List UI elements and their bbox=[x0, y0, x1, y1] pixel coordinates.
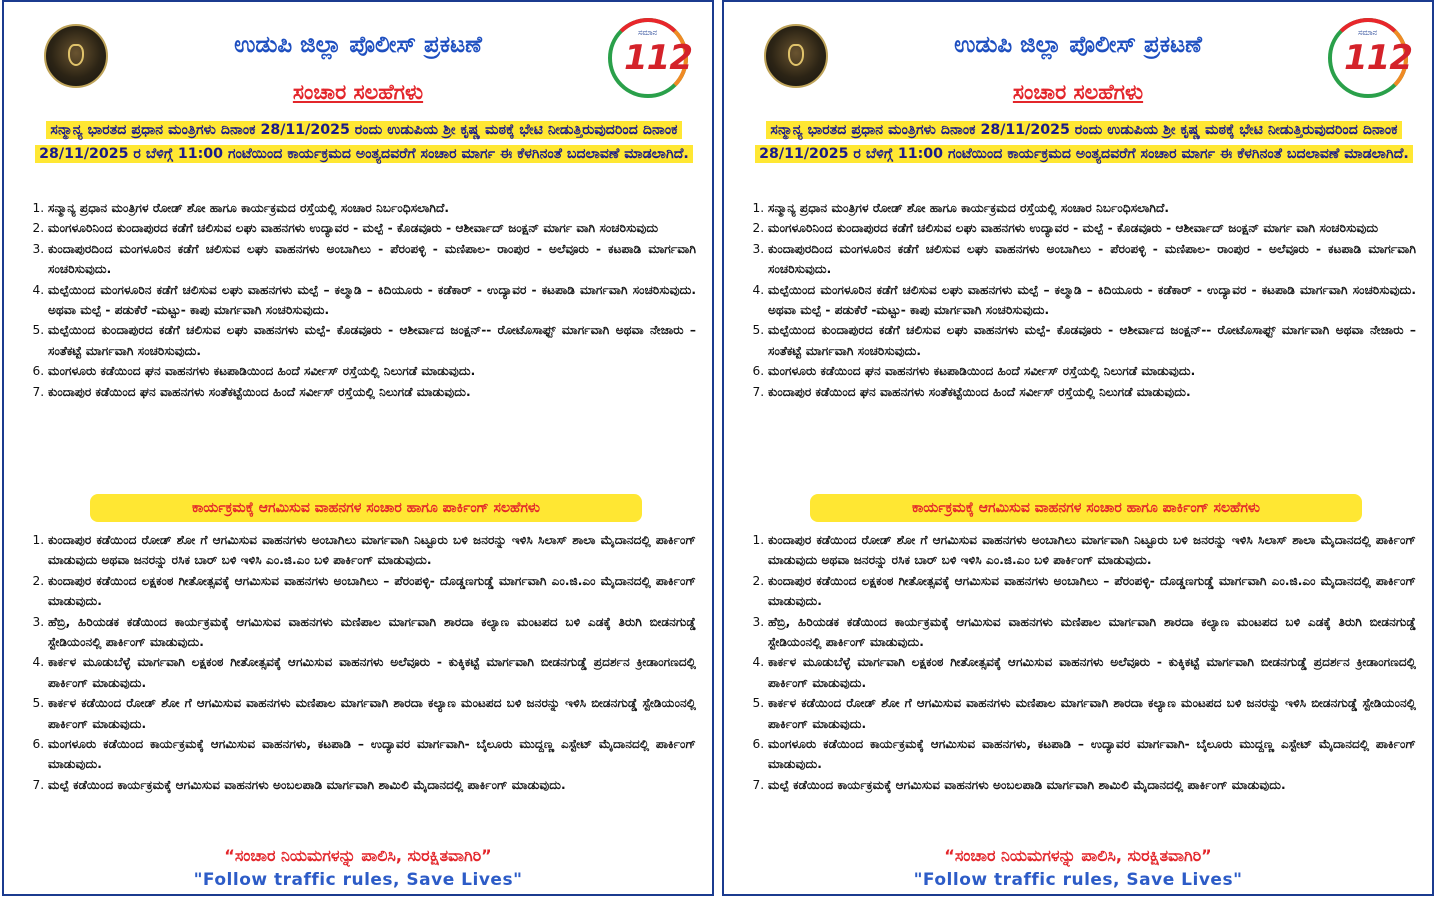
list-item: 5. ಕಾರ್ಕಳ ಕಡೆಯಿಂದ ರೋಡ್ ಶೋ ಗೆ ಆಗಮಿಸುವ ವಾಹನಗಳು ಮಣಿಪಾಲ ಮಾರ್ಗವಾಗಿ ಶಾರದಾ ಕಲ್ಯಾಣ ಮಂಟಪದ ಬಳಿ ಜನರನ್ನು ಇಳಿಸಿ ಬೀಡನಗುಡ್ಡೆ ಸ್ಟೇಡಿಯಂನಲ್ಲಿ ಪಾರ್ಕಿಂಗ್ ಮಾಡುವುದು. bbox=[48, 693, 712, 734]
footer-slogan-english: "Follow traffic rules, Save Lives" bbox=[913, 870, 1243, 890]
footer-slogan-kannada: “ಸಂಚಾರ ನಿಯಮಗಳನ್ನು ಪಾಲಿಸಿ, ಸುರಕ್ಷಿತವಾಗಿರಿ” bbox=[224, 846, 492, 865]
list-item: 7. ಮಲ್ಪೆ ಕಡೆಯಿಂದ ಕಾರ್ಯಕ್ರಮಕ್ಕೆ ಆಗಮಿಸುವ ವಾಹನಗಳು ಅಂಬಲಪಾಡಿ ಮಾರ್ಗವಾಗಿ ಶಾಮಿಲಿ ಮೈದಾನದಲ್ಲಿ ಪಾರ್ಕಿಂಗ್ ಮಾಡುವುದು. bbox=[48, 775, 712, 795]
list-item: 3. ಹೆಬ್ರಿ, ಹಿರಿಯಡಕ ಕಡೆಯಿಂದ ಕಾರ್ಯಕ್ರಮಕ್ಕೆ ಆಗಮಿಸುವ ವಾಹನಗಳು ಮಣಿಪಾಲ ಮಾರ್ಗವಾಗಿ ಶಾರದಾ ಕಲ್ಯಾಣ ಮಂಟಪದ ಬಳಿ ಎಡಕ್ಕೆ ತಿರುಗಿ ಬೀಡನಗುಡ್ಡೆ ಸ್ಟೇಡಿಯಂನಲ್ಲಿ ಪಾರ್ಕಿಂಗ್ ಮಾಡುವುದು. bbox=[768, 612, 1432, 653]
list-item: 6. ಮಂಗಳೂರು ಕಡೆಯಿಂದ ಕಾರ್ಯಕ್ರಮಕ್ಕೆ ಆಗಮಿಸುವ ವಾಹನಗಳು, ಕಟಪಾಡಿ – ಉದ್ಯಾವರ ಮಾರ್ಗವಾಗಿ- ಬೈಲೂರು ಮುದ್ದಣ್ಣ ಎಸ್ಟೇಟ್ ಮೈದಾನದಲ್ಲಿ ಪಾರ್ಕಿಂಗ್ ಮಾಡುವುದು. bbox=[768, 734, 1432, 775]
list-item: 4. ಮಲ್ಪೆಯಿಂದ ಮಂಗಳೂರಿನ ಕಡೆಗೆ ಚಲಿಸುವ ಲಘು ವಾಹನಗಳು ಮಲ್ಪೆ – ಕಲ್ಮಾಡಿ – ಕಿದಿಯೂರು - ಕಡೆಕಾರ್ - ಉದ್ಯಾವರ - ಕಟಪಾಡಿ ಮಾರ್ಗವಾಗಿ ಸಂಚರಿಸುವುದು. ಅಥವಾ ಮಲ್ಪೆ - ಪಡುಕೆರೆ -ಮಟ್ಟು- ಕಾಪು ಮಾರ್ಗವಾಗಿ ಸಂಚರಿಸುವುದು. bbox=[48, 280, 712, 321]
emergency-112-logo: ಸಮಾನ 112 bbox=[608, 18, 688, 98]
list-item: 3. ಕುಂದಾಪುರದಿಂದ ಮಂಗಳೂರಿನ ಕಡೆಗೆ ಚಲಿಸುವ ಲಘು ವಾಹನಗಳು ಅಂಬಾಗಿಲು - ಪೆರಂಪಳ್ಳಿ - ಮಣಿಪಾಲ- ರಾಂಪುರ - ಅಲೆವೂರು - ಕಟಪಾಡಿ ಮಾರ್ಗವಾಗಿ ಸಂಚರಿಸುವುದು. bbox=[48, 239, 712, 280]
list-item: 7. ಕುಂದಾಪುರ ಕಡೆಯಿಂದ ಘನ ವಾಹನಗಳು ಸಂತೆಕಟ್ಟೆಯಿಂದ ಹಿಂದೆ ಸರ್ವೀಸ್ ರಸ್ತೆಯಲ್ಲಿ ನಿಲುಗಡೆ ಮಾಡುವುದು. bbox=[768, 382, 1432, 402]
parking-list bbox=[740, 530, 1432, 795]
list-item: 2. ಮಂಗಳೂರಿನಿಂದ ಕುಂದಾಪುರದ ಕಡೆಗೆ ಚಲಿಸುವ ಲಘು ವಾಹನಗಳು ಉದ್ಯಾವರ - ಮಲ್ಪೆ - ಕೊಡವೂರು - ಆಶೀರ್ವಾದ್ ಜಂಕ್ಷನ್ ಮಾರ್ಗ ವಾಗಿ ಸಂಚರಿಸುವುದು bbox=[48, 218, 712, 238]
list-item: 7. ಕುಂದಾಪುರ ಕಡೆಯಿಂದ ಘನ ವಾಹನಗಳು ಸಂತೆಕಟ್ಟೆಯಿಂದ ಹಿಂದೆ ಸರ್ವೀಸ್ ರಸ್ತೆಯಲ್ಲಿ ನಿಲುಗಡೆ ಮಾಡುವುದು. bbox=[48, 382, 712, 402]
diversion-list bbox=[740, 198, 1432, 402]
notice-subtitle: ಸಂಚಾರ ಸಲಹೆಗಳು bbox=[292, 80, 424, 104]
list-item: 5. ಮಲ್ಪೆಯಿಂದ ಕುಂದಾಪುರದ ಕಡೆಗೆ ಚಲಿಸುವ ಲಘು ವಾಹನಗಳು ಮಲ್ಪೆ- ಕೊಡವೂರು - ಆಶೀರ್ವಾದ ಜಂಕ್ಷನ್-- ರೋಟೊಸಾಫ್ಟ್ ಮಾರ್ಗವಾಗಿ ಅಥವಾ ನೇಜಾರು – ಸಂತೆಕಟ್ಟೆ ಮಾರ್ಗವಾಗಿ ಸಂಚರಿಸುವುದು. bbox=[768, 320, 1432, 361]
notice-panel-right bbox=[722, 0, 1434, 896]
footer-slogan-english: "Follow traffic rules, Save Lives" bbox=[193, 870, 523, 890]
notice-subtitle: ಸಂಚಾರ ಸಲಹೆಗಳು bbox=[1012, 80, 1144, 104]
list-item: 3. ಕುಂದಾಪುರದಿಂದ ಮಂಗಳೂರಿನ ಕಡೆಗೆ ಚಲಿಸುವ ಲಘು ವಾಹನಗಳು ಅಂಬಾಗಿಲು - ಪೆರಂಪಳ್ಳಿ - ಮಣಿಪಾಲ- ರಾಂಪುರ - ಅಲೆವೂರು - ಕಟಪಾಡಿ ಮಾರ್ಗವಾಗಿ ಸಂಚರಿಸುವುದು. bbox=[768, 239, 1432, 280]
footer-slogan-kannada: “ಸಂಚಾರ ನಿಯಮಗಳನ್ನು ಪಾಲಿಸಿ, ಸುರಕ್ಷಿತವಾಗಿರಿ” bbox=[944, 846, 1212, 865]
list-item: 6. ಮಂಗಳೂರು ಕಡೆಯಿಂದ ಘನ ವಾಹನಗಳು ಕಟಪಾಡಿಯಿಂದ ಹಿಂದೆ ಸರ್ವೀಸ್ ರಸ್ತೆಯಲ್ಲಿ ನಿಲುಗಡೆ ಮಾಡುವುದು. bbox=[48, 361, 712, 381]
list-item: 6. ಮಂಗಳೂರು ಕಡೆಯಿಂದ ಘನ ವಾಹನಗಳು ಕಟಪಾಡಿಯಿಂದ ಹಿಂದೆ ಸರ್ವೀಸ್ ರಸ್ತೆಯಲ್ಲಿ ನಿಲುಗಡೆ ಮಾಡುವುದು. bbox=[768, 361, 1432, 381]
list-item: 1. ಸನ್ಮಾನ್ಯ ಪ್ರಧಾನ ಮಂತ್ರಿಗಳ ರೋಡ್ ಶೋ ಹಾಗೂ ಕಾರ್ಯಕ್ರಮದ ರಸ್ತೆಯಲ್ಲಿ ಸಂಚಾರ ನಿರ್ಬಂಧಿಸಲಾಗಿದೆ. bbox=[768, 198, 1432, 218]
police-emblem-icon bbox=[44, 24, 108, 88]
list-item: 4. ಕಾರ್ಕಳ ಮೂಡುಬೆಳ್ಳೆ ಮಾರ್ಗವಾಗಿ ಲಕ್ಷಕಂಠ ಗೀತೋತ್ಸವಕ್ಕೆ ಆಗಮಿಸುವ ವಾಹನಗಳು ಅಲೆವೂರು - ಕುಕ್ಕಿಕಟ್ಟೆ ಮಾರ್ಗವಾಗಿ ಬೀಡನಗುಡ್ಡೆ ಪ್ರದರ್ಶನ ಕ್ರೀಡಾಂಗಣದಲ್ಲಿ ಪಾರ್ಕಿಂಗ್ ಮಾಡುವುದು. bbox=[48, 652, 712, 693]
list-item: 6. ಮಂಗಳೂರು ಕಡೆಯಿಂದ ಕಾರ್ಯಕ್ರಮಕ್ಕೆ ಆಗಮಿಸುವ ವಾಹನಗಳು, ಕಟಪಾಡಿ – ಉದ್ಯಾವರ ಮಾರ್ಗವಾಗಿ- ಬೈಲೂರು ಮುದ್ದಣ್ಣ ಎಸ್ಟೇಟ್ ಮೈದಾನದಲ್ಲಿ ಪಾರ್ಕಿಂಗ್ ಮಾಡುವುದು. bbox=[48, 734, 712, 775]
notice-panel-left bbox=[2, 0, 714, 896]
list-item: 2. ಮಂಗಳೂರಿನಿಂದ ಕುಂದಾಪುರದ ಕಡೆಗೆ ಚಲಿಸುವ ಲಘು ವಾಹನಗಳು ಉದ್ಯಾವರ - ಮಲ್ಪೆ - ಕೊಡವೂರು - ಆಶೀರ್ವಾದ್ ಜಂಕ್ಷನ್ ಮಾರ್ಗ ವಾಗಿ ಸಂಚರಿಸುವುದು bbox=[768, 218, 1432, 238]
list-item: 2. ಕುಂದಾಪುರ ಕಡೆಯಿಂದ ಲಕ್ಷಕಂಠ ಗೀತೋತ್ಸವಕ್ಕೆ ಆಗಮಿಸುವ ವಾಹನಗಳು ಅಂಬಾಗಿಲು – ಪೆರಂಪಳ್ಳಿ- ದೊಡ್ಡಣಗುಡ್ಡೆ ಮಾರ್ಗವಾಗಿ ಎಂ.ಜಿ.ಎಂ ಮೈದಾನದಲ್ಲಿ ಪಾರ್ಕಿಂಗ್ ಮಾಡುವುದು. bbox=[48, 571, 712, 612]
list-item: 3. ಹೆಬ್ರಿ, ಹಿರಿಯಡಕ ಕಡೆಯಿಂದ ಕಾರ್ಯಕ್ರಮಕ್ಕೆ ಆಗಮಿಸುವ ವಾಹನಗಳು ಮಣಿಪಾಲ ಮಾರ್ಗವಾಗಿ ಶಾರದಾ ಕಲ್ಯಾಣ ಮಂಟಪದ ಬಳಿ ಎಡಕ್ಕೆ ತಿರುಗಿ ಬೀಡನಗುಡ್ಡೆ ಸ್ಟೇಡಿಯಂನಲ್ಲಿ ಪಾರ್ಕಿಂಗ್ ಮಾಡುವುದು. bbox=[48, 612, 712, 653]
list-item: 1. ಸನ್ಮಾನ್ಯ ಪ್ರಧಾನ ಮಂತ್ರಿಗಳ ರೋಡ್ ಶೋ ಹಾಗೂ ಕಾರ್ಯಕ್ರಮದ ರಸ್ತೆಯಲ್ಲಿ ಸಂಚಾರ ನಿರ್ಬಂಧಿಸಲಾಗಿದೆ. bbox=[48, 198, 712, 218]
notice-title: ಉಡುಪಿ ಜಿಲ್ಲಾ ಪೊಲೀಸ್ ಪ್ರಕಟಣೆ bbox=[954, 32, 1202, 58]
intro-paragraph: ಸನ್ಮಾನ್ಯ ಭಾರತದ ಪ್ರಧಾನ ಮಂತ್ರಿಗಳು ದಿನಾಂಕ 28/11/2025 ರಂದು ಉಡುಪಿಯ ಶ್ರೀ ಕೃಷ್ಣ ಮಠಕ್ಕೆ ಭೇಟಿ ನೀಡುತ್ತಿರುವುದರಿಂದ ದಿನಾಂಕ 28/11/2025 ರ ಬೆಳಿಗ್ಗೆ 11:00 ಗಂಟೆಯಿಂದ ಕಾರ್ಯಕ್ರಮದ ಅಂತ್ಯದವರೆಗೆ ಸಂಚಾರ ಮಾರ್ಗ ಈ ಕೆಳಗಿನಂತೆ ಬದಲಾವಣೆ ಮಾಡಲಾಗಿದೆ. bbox=[32, 118, 696, 166]
list-item: 1. ಕುಂದಾಪುರ ಕಡೆಯಿಂದ ರೋಡ್ ಶೋ ಗೆ ಆಗಮಿಸುವ ವಾಹನಗಳು ಅಂಬಾಗಿಲು ಮಾರ್ಗವಾಗಿ ನಿಟ್ಟೂರು ಬಳಿ ಜನರನ್ನು ಇಳಿಸಿ ಸಿಲಾಸ್ ಶಾಲಾ ಮೈದಾನದಲ್ಲಿ ಪಾರ್ಕಿಂಗ್ ಮಾಡುವುದು ಅಥವಾ ಜನರನ್ನು ರಸಿಕ ಬಾರ್ ಬಳಿ ಇಳಿಸಿ ಎಂ.ಜಿ.ಎಂ ಬಳಿ ಪಾರ್ಕಿಂಗ್ ಮಾಡುವುದು. bbox=[48, 530, 712, 571]
parking-section-title: ಕಾರ್ಯಕ್ರಮಕ್ಕೆ ಆಗಮಿಸುವ ವಾಹನಗಳ ಸಂಚಾರ ಹಾಗೂ ಪಾರ್ಕಿಂಗ್ ಸಲಹೆಗಳು bbox=[810, 494, 1362, 522]
list-item: 1. ಕುಂದಾಪುರ ಕಡೆಯಿಂದ ರೋಡ್ ಶೋ ಗೆ ಆಗಮಿಸುವ ವಾಹನಗಳು ಅಂಬಾಗಿಲು ಮಾರ್ಗವಾಗಿ ನಿಟ್ಟೂರು ಬಳಿ ಜನರನ್ನು ಇಳಿಸಿ ಸಿಲಾಸ್ ಶಾಲಾ ಮೈದಾನದಲ್ಲಿ ಪಾರ್ಕಿಂಗ್ ಮಾಡುವುದು ಅಥವಾ ಜನರನ್ನು ರಸಿಕ ಬಾರ್ ಬಳಿ ಇಳಿಸಿ ಎಂ.ಜಿ.ಎಂ ಬಳಿ ಪಾರ್ಕಿಂಗ್ ಮಾಡುವುದು. bbox=[768, 530, 1432, 571]
diversion-list bbox=[20, 198, 712, 402]
list-item: 7. ಮಲ್ಪೆ ಕಡೆಯಿಂದ ಕಾರ್ಯಕ್ರಮಕ್ಕೆ ಆಗಮಿಸುವ ವಾಹನಗಳು ಅಂಬಲಪಾಡಿ ಮಾರ್ಗವಾಗಿ ಶಾಮಿಲಿ ಮೈದಾನದಲ್ಲಿ ಪಾರ್ಕಿಂಗ್ ಮಾಡುವುದು. bbox=[768, 775, 1432, 795]
notice-title: ಉಡುಪಿ ಜಿಲ್ಲಾ ಪೊಲೀಸ್ ಪ್ರಕಟಣೆ bbox=[234, 32, 482, 58]
emergency-112-logo: ಸಮಾನ 112 bbox=[1328, 18, 1408, 98]
list-item: 4. ಮಲ್ಪೆಯಿಂದ ಮಂಗಳೂರಿನ ಕಡೆಗೆ ಚಲಿಸುವ ಲಘು ವಾಹನಗಳು ಮಲ್ಪೆ – ಕಲ್ಮಾಡಿ – ಕಿದಿಯೂರು - ಕಡೆಕಾರ್ - ಉದ್ಯಾವರ - ಕಟಪಾಡಿ ಮಾರ್ಗವಾಗಿ ಸಂಚರಿಸುವುದು. ಅಥವಾ ಮಲ್ಪೆ - ಪಡುಕೆರೆ -ಮಟ್ಟು- ಕಾಪು ಮಾರ್ಗವಾಗಿ ಸಂಚರಿಸುವುದು. bbox=[768, 280, 1432, 321]
police-emblem-icon bbox=[764, 24, 828, 88]
intro-paragraph: ಸನ್ಮಾನ್ಯ ಭಾರತದ ಪ್ರಧಾನ ಮಂತ್ರಿಗಳು ದಿನಾಂಕ 28/11/2025 ರಂದು ಉಡುಪಿಯ ಶ್ರೀ ಕೃಷ್ಣ ಮಠಕ್ಕೆ ಭೇಟಿ ನೀಡುತ್ತಿರುವುದರಿಂದ ದಿನಾಂಕ 28/11/2025 ರ ಬೆಳಿಗ್ಗೆ 11:00 ಗಂಟೆಯಿಂದ ಕಾರ್ಯಕ್ರಮದ ಅಂತ್ಯದವರೆಗೆ ಸಂಚಾರ ಮಾರ್ಗ ಈ ಕೆಳಗಿನಂತೆ ಬದಲಾವಣೆ ಮಾಡಲಾಗಿದೆ. bbox=[752, 118, 1416, 166]
list-item: 4. ಕಾರ್ಕಳ ಮೂಡುಬೆಳ್ಳೆ ಮಾರ್ಗವಾಗಿ ಲಕ್ಷಕಂಠ ಗೀತೋತ್ಸವಕ್ಕೆ ಆಗಮಿಸುವ ವಾಹನಗಳು ಅಲೆವೂರು - ಕುಕ್ಕಿಕಟ್ಟೆ ಮಾರ್ಗವಾಗಿ ಬೀಡನಗುಡ್ಡೆ ಪ್ರದರ್ಶನ ಕ್ರೀಡಾಂಗಣದಲ್ಲಿ ಪಾರ್ಕಿಂಗ್ ಮಾಡುವುದು. bbox=[768, 652, 1432, 693]
list-item: 2. ಕುಂದಾಪುರ ಕಡೆಯಿಂದ ಲಕ್ಷಕಂಠ ಗೀತೋತ್ಸವಕ್ಕೆ ಆಗಮಿಸುವ ವಾಹನಗಳು ಅಂಬಾಗಿಲು – ಪೆರಂಪಳ್ಳಿ- ದೊಡ್ಡಣಗುಡ್ಡೆ ಮಾರ್ಗವಾಗಿ ಎಂ.ಜಿ.ಎಂ ಮೈದಾನದಲ್ಲಿ ಪಾರ್ಕಿಂಗ್ ಮಾಡುವುದು. bbox=[768, 571, 1432, 612]
parking-section-title: ಕಾರ್ಯಕ್ರಮಕ್ಕೆ ಆಗಮಿಸುವ ವಾಹನಗಳ ಸಂಚಾರ ಹಾಗೂ ಪಾರ್ಕಿಂಗ್ ಸಲಹೆಗಳು bbox=[90, 494, 642, 522]
list-item: 5. ಮಲ್ಪೆಯಿಂದ ಕುಂದಾಪುರದ ಕಡೆಗೆ ಚಲಿಸುವ ಲಘು ವಾಹನಗಳು ಮಲ್ಪೆ- ಕೊಡವೂರು - ಆಶೀರ್ವಾದ ಜಂಕ್ಷನ್-- ರೋಟೊಸಾಫ್ಟ್ ಮಾರ್ಗವಾಗಿ ಅಥವಾ ನೇಜಾರು – ಸಂತೆಕಟ್ಟೆ ಮಾರ್ಗವಾಗಿ ಸಂಚರಿಸುವುದು. bbox=[48, 320, 712, 361]
parking-list bbox=[20, 530, 712, 795]
list-item: 5. ಕಾರ್ಕಳ ಕಡೆಯಿಂದ ರೋಡ್ ಶೋ ಗೆ ಆಗಮಿಸುವ ವಾಹನಗಳು ಮಣಿಪಾಲ ಮಾರ್ಗವಾಗಿ ಶಾರದಾ ಕಲ್ಯಾಣ ಮಂಟಪದ ಬಳಿ ಜನರನ್ನು ಇಳಿಸಿ ಬೀಡನಗುಡ್ಡೆ ಸ್ಟೇಡಿಯಂನಲ್ಲಿ ಪಾರ್ಕಿಂಗ್ ಮಾಡುವುದು. bbox=[768, 693, 1432, 734]
